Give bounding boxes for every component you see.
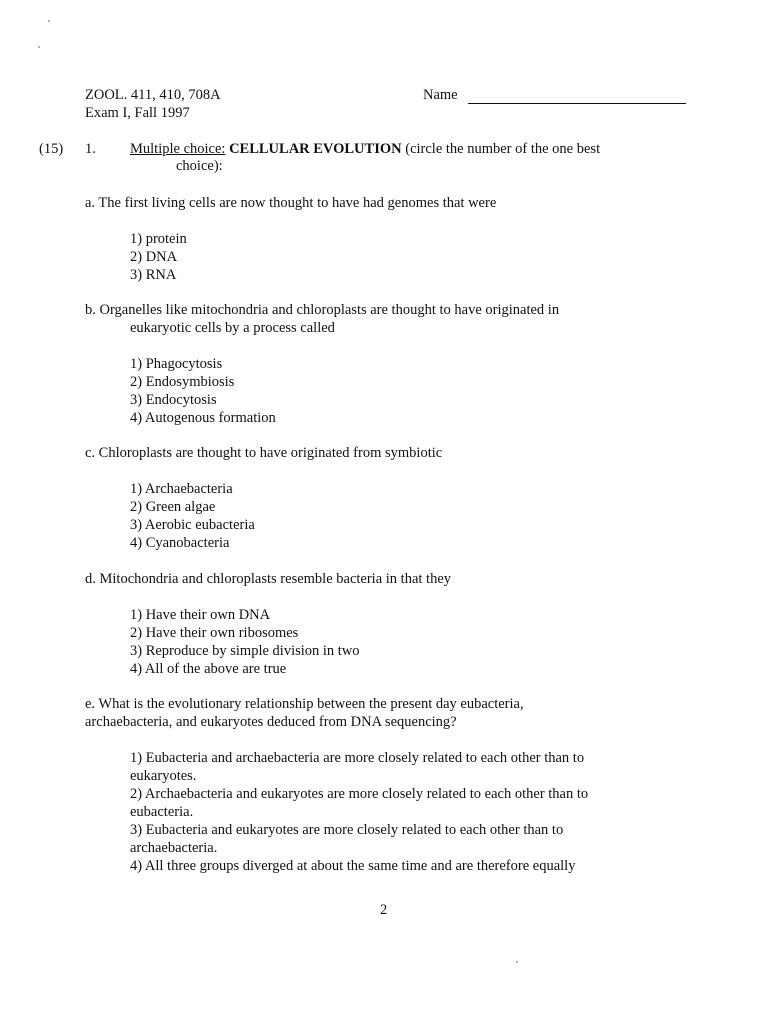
question-type-label: Multiple choice: [130,141,226,157]
answer-option: 4) Cyanobacteria [130,535,230,551]
answer-option: 2) Green algae [130,499,216,515]
answer-option-continuation: archaebacteria. [130,840,218,856]
answer-option: 1) Eubacteria and archaebacteria are more closely related to each other than to [130,750,585,766]
answer-option-continuation: eukaryotes. [130,768,197,784]
question-stem-continuation: archaebacteria, and eukaryotes deduced from DNA sequencing? [85,714,457,730]
answer-option: 2) Endosymbiosis [130,374,235,390]
answer-option: 4) All of the above are true [130,661,287,677]
question-stem: c. Chloroplasts are thought to have originated from symbiotic [85,445,443,461]
instruction-continuation: choice): [176,158,223,174]
question-stem-continuation: eukaryotic cells by a process called [130,320,335,336]
answer-option: 2) Have their own ribosomes [130,625,299,641]
exam-title: Exam I, Fall 1997 [85,105,190,121]
section-heading [130,140,600,158]
answer-option: 3) Eubacteria and eukaryotes are more closely related to each other than to [130,822,564,838]
answer-option: 1) Have their own DNA [130,607,271,623]
instruction-text: (circle the number of the one best [405,141,601,157]
answer-option: 1) protein [130,231,187,247]
answer-option: 2) DNA [130,249,178,265]
course-code: ZOOL. 411, 410, 708A [85,87,221,103]
answer-option: 2) Archaebacteria and eukaryotes are more closely related to each other than to [130,786,589,802]
answer-option: 1) Archaebacteria [130,481,233,497]
answer-option: 3) RNA [130,267,177,283]
question-stem: e. What is the evolutionary relationship between the present day eubacteria, [85,696,524,712]
topic-title: CELLULAR EVOLUTION [229,141,402,157]
answer-option: 4) All three groups diverged at about the same time and are therefore equally [130,858,576,874]
question-number: 1. [85,141,96,157]
answer-option: 4) Autogenous formation [130,410,276,426]
answer-option: 3) Reproduce by simple division in two [130,643,360,659]
points-value: (15) [39,141,64,157]
answer-option: 3) Aerobic eubacteria [130,517,255,533]
question-stem: b. Organelles like mitochondria and chloroplasts are thought to have originated in [85,302,560,318]
question-stem: a. The first living cells are now thought to have had genomes that were [85,195,497,211]
answer-option-continuation: eubacteria. [130,804,194,820]
answer-option: 1) Phagocytosis [130,356,223,372]
question-stem: d. Mitochondria and chloroplasts resemble bacteria in that they [85,571,452,587]
name-label: Name [423,87,458,103]
scan-speck [38,46,40,48]
scan-speck [516,961,518,963]
name-blank-line [468,103,686,104]
answer-option: 3) Endocytosis [130,392,217,408]
scan-speck [48,20,50,22]
page-number: 2 [380,902,388,918]
